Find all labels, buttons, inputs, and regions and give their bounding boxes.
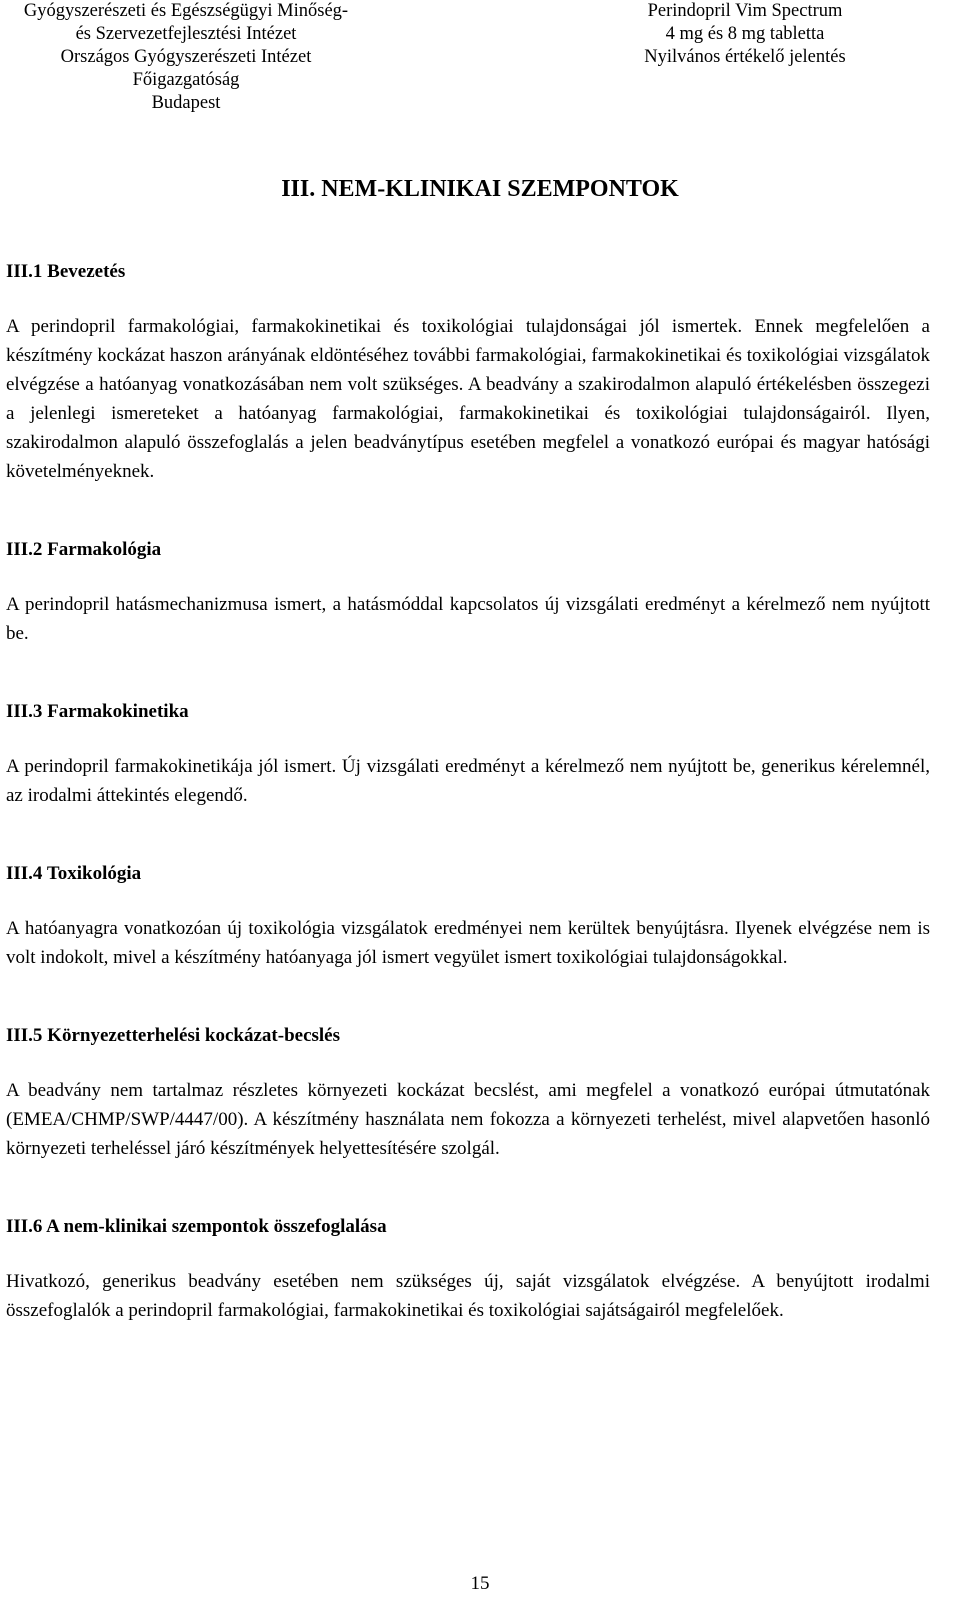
section-paragraph: A beadvány nem tartalmaz részletes környezeti kockázat becslést, ami megfelel a vonatkozó európai útmutatónak (EMEA/CHMP/SWP/4447/00). A készítmény használata nem fokozza a környezeti terhelést, mivel alapvetően hasonló környezeti terheléssel járó készítmények helyettesítésére szolgál. bbox=[6, 1080, 930, 1159]
section-paragraph: A perindopril farmakokinetikája jól ismert. Új vizsgálati eredményt a kérelmező nem nyújtott be, generikus kérelemnél, az irodalmi áttekintés elegendő. bbox=[6, 756, 930, 806]
section-toxicology bbox=[6, 860, 930, 972]
section-paragraph: A hatóanyagra vonatkozóan új toxikológia vizsgálatok eredményei nem kerültek benyújtásra. Ilyenek elvégzése nem is volt indokolt, mivel a készítmény hatóanyaga jól ismert vegyület ismert toxikológiai tulajdonságokkal. bbox=[6, 918, 930, 968]
section-heading: III.6 A nem-klinikai szempontok összefoglalása bbox=[6, 1216, 387, 1237]
header-product-line: Nyilvános értékelő jelentés bbox=[644, 47, 846, 67]
section-heading: III.5 Környezetterhelési kockázat-becslés bbox=[6, 1025, 341, 1046]
section-pharmacology bbox=[6, 536, 930, 648]
section-environmental-risk bbox=[6, 1022, 930, 1163]
section-pharmacokinetics bbox=[6, 698, 930, 810]
document-body bbox=[6, 258, 930, 1375]
header-institution-line: Főigazgatóság bbox=[132, 70, 240, 90]
header-product-line: 4 mg és 8 mg tabletta bbox=[665, 24, 825, 44]
header-institution-line: Gyógyszerészeti és Egészségügyi Minőség- bbox=[23, 1, 349, 21]
header-institution-line: Budapest bbox=[151, 93, 221, 113]
page-number: 15 bbox=[470, 1573, 490, 1594]
section-heading: III.3 Farmakokinetika bbox=[6, 701, 189, 722]
header-product bbox=[620, 0, 870, 69]
section-summary bbox=[6, 1213, 930, 1325]
section-paragraph: A perindopril farmakológiai, farmakokinetikai és toxikológiai tulajdonságai jól ismertek. Ennek megfelelően a készítmény kockázat haszon arányának eldöntéséhez további farmakológiai, farmakokinetikai és toxikológiai vizsgálatok elvégzése a hatóanyag vonatkozásában nem volt szükséges. A beadvány a szakirodalmon alapuló értékelésben összegezi a jelenlegi ismereteket a hatóanyag farmakológiai, farmakokinetikai és toxikológiai tulajdonságairól. Ilyen, szakirodalmon alapuló összefoglalás a jelen beadványtípus esetében megfelel a vonatkozó európai és magyar hatósági követelményeknek. bbox=[6, 316, 930, 482]
page-header bbox=[0, 0, 960, 120]
section-introduction bbox=[6, 258, 930, 486]
chapter-title: III. NEM-KLINIKAI SZEMPONTOK bbox=[281, 176, 679, 202]
section-paragraph: A perindopril hatásmechanizmusa ismert, a hatásmóddal kapcsolatos új vizsgálati eredményt a kérelmező nem nyújtott be. bbox=[6, 594, 930, 644]
header-institution-line: Országos Gyógyszerészeti Intézet bbox=[60, 47, 312, 67]
section-heading: III.2 Farmakológia bbox=[6, 539, 162, 560]
header-product-line: Perindopril Vim Spectrum bbox=[647, 1, 843, 21]
header-institution-line: és Szervezetfejlesztési Intézet bbox=[75, 24, 297, 44]
section-heading: III.1 Bevezetés bbox=[6, 261, 126, 282]
section-heading: III.4 Toxikológia bbox=[6, 863, 142, 884]
header-institution bbox=[6, 0, 366, 115]
section-paragraph: Hivatkozó, generikus beadvány esetében nem szükséges új, saját vizsgálatok elvégzése. A benyújtott irodalmi összefoglalók a perindopril farmakológiai, farmakokinetikai és toxikológiai sajátságairól megfelelőek. bbox=[6, 1271, 930, 1321]
